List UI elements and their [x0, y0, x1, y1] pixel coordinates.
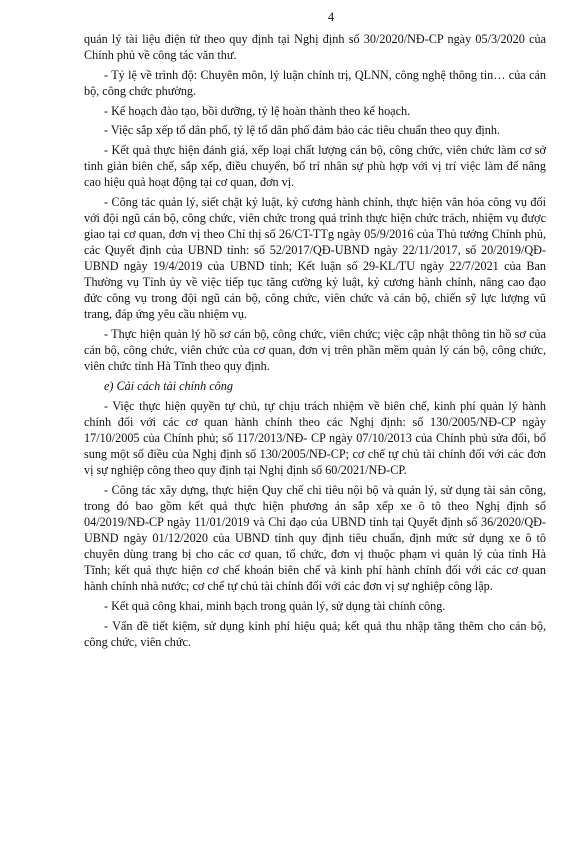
- paragraph-discipline: - Công tác quản lý, siết chặt kỷ luật, kỷ cương hành chính, thực hiện văn hóa công vụ đối với đội ngũ cán bộ, công chức, viên chức trong quá trình thực hiện chức trách, nhiệm vụ được giao tại cơ quan, đơn vị theo Chỉ thị số 26/CT-TTg ngày 05/9/2016 của Thủ tướng Chính phủ, các Quyết định của UBND tỉnh: số 52/2017/QĐ-UBND ngày 22/11/2017, số 20/2019/QĐ-UBND ngày 19/4/2019 của UBND tỉnh; Kết luận số 29-KL/TU ngày 22/7/2021 của Ban Thường vụ Tỉnh ủy về việc tiếp tục tăng cường kỷ luật, kỷ cương hành chính, nâng cao đạo đức công vụ trong đội ngũ cán bộ, công chức, viên chức và cán bộ, chiến sỹ lực lượng vũ trang, đáp ứng yêu cầu nhiệm vụ.: [84, 194, 546, 322]
- paragraph-financial-autonomy: - Việc thực hiện quyền tự chủ, tự chịu trách nhiệm về biên chế, kinh phí quản lý hành chính đối với các cơ quan hành chính theo các Nghị định: số 130/2005/NĐ-CP ngày 17/10/2005 của Chính phủ; số 117/2013/NĐ- CP ngày 07/10/2013 của Chính phủ sửa đổi, bổ sung một số điều của Nghị định số 130/2005/NĐ-CP; cơ chế tự chủ tài chính đối với các đơn vị sự nghiệp công theo quy định tại Nghị định số 60/2021/NĐ-CP.: [84, 398, 546, 478]
- paragraph-continuation: quản lý tài liệu điện tử theo quy định tại Nghị định số 30/2020/NĐ-CP ngày 05/3/2020 của Chính phủ về công tác văn thư.: [84, 32, 546, 63]
- section-heading: e) Cải cách tài chính công: [104, 379, 233, 394]
- paragraph-staff-evaluation: - Kết quả thực hiện đánh giá, xếp loại chất lượng cán bộ, công chức, viên chức làm cơ sở tinh giản biên chế, sắp xếp, điều chuyển, bố trí nhân sự phù hợp với vị trí việc làm để nâng cao hiệu quả hoạt động tại cơ quan, đơn vị.: [84, 142, 546, 190]
- paragraph-residential-groups: - Việc sắp xếp tổ dân phố, tỷ lệ tổ dân phố đảm bảo các tiêu chuẩn theo quy định.: [104, 123, 501, 138]
- page-number: 4: [327, 10, 335, 24]
- paragraph-internal-spending: - Công tác xây dựng, thực hiện Quy chế chi tiêu nội bộ và quản lý, sử dụng tài sản công, trong đó bao gồm kết quả thực hiện phương án sắp xếp xe ô tô theo Nghị định số 04/2019/NĐ-CP ngày 11/01/2019 và Chỉ đạo của UBND tỉnh tại Quyết định số 36/2020/QĐ-UBND ngày 01/12/2020 của UBND tỉnh quy định tiêu chuẩn, định mức sử dụng xe ô tô chuyên dùng trang bị cho các cơ quan, tổ chức, đơn vị thuộc phạm vi quản lý của tỉnh Hà Tĩnh; kết quả thực hiện cơ chế khoán biên chế và kinh phí hành chính đối với các cơ quan hành chính nhà nước; cơ chế tự chủ tài chính đối với các đơn vị sự nghiệp công lập.: [84, 482, 546, 594]
- paragraph-transparency: - Kết quả công khai, minh bạch trong quản lý, sử dụng tài chính công.: [104, 599, 446, 614]
- paragraph-savings: - Vấn đề tiết kiệm, sử dụng kinh phí hiệu quả; kết quả thu nhập tăng thêm cho cán bộ, công chức, viên chức.: [84, 618, 546, 649]
- paragraph-training-plan: - Kế hoạch đào tạo, bồi dưỡng, tỷ lệ hoàn thành theo kế hoạch.: [104, 103, 411, 118]
- paragraph-staff-records: - Thực hiện quản lý hồ sơ cán bộ, công chức, viên chức; việc cập nhật thông tin hồ sơ của cán bộ, công chức, viên chức của cơ quan, đơn vị trên phần mềm quản lý cán bộ, công chức, viên chức tỉnh Hà Tĩnh theo quy định.: [84, 327, 546, 374]
- paragraph-qualification-ratio: - Tỷ lệ về trình độ: Chuyên môn, lý luận chính trị, QLNN, công nghệ thông tin… của cán bộ, công chức phường.: [84, 67, 546, 98]
